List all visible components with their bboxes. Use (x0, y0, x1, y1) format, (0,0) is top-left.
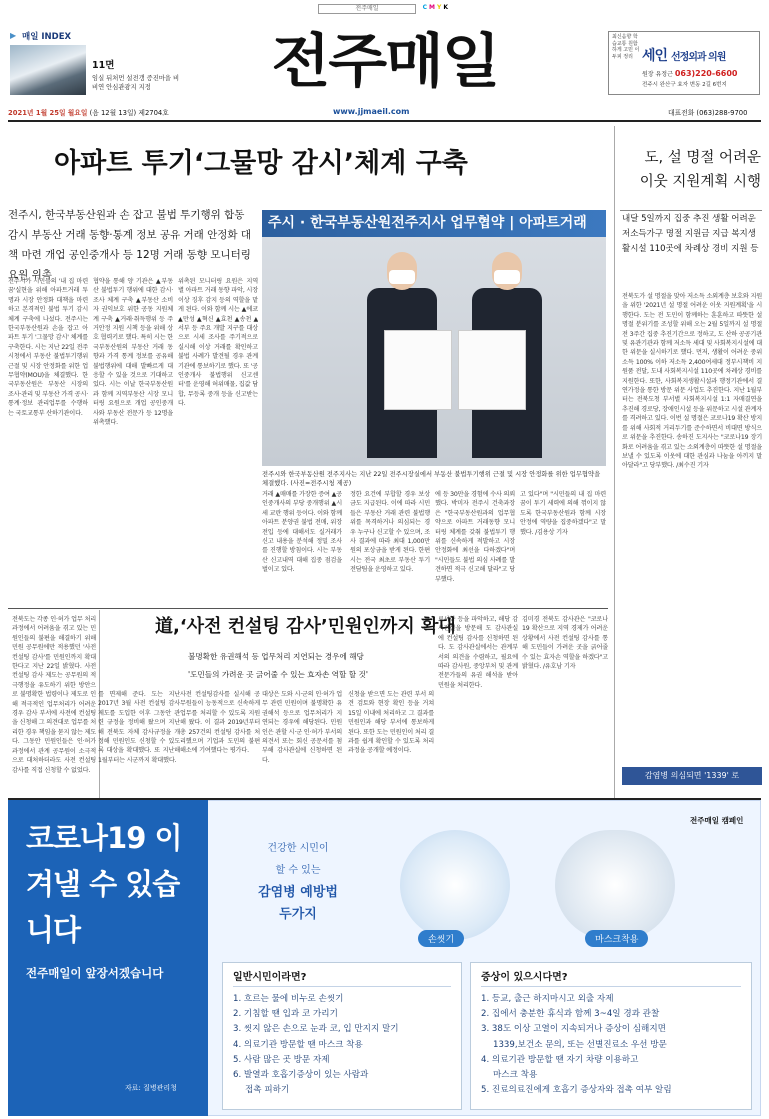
date: 2021년 1월 25일 (8, 109, 66, 117)
main-phone: 대표전화 (063)288-9700 (668, 109, 748, 117)
index-label: 매일 INDEX (22, 32, 72, 42)
clinic-phone: 063)220-6600 (674, 69, 738, 78)
agreement-doc-left (384, 330, 452, 410)
site-url[interactable]: www.jjmaeil.com (333, 107, 410, 116)
clinic-ad-addr: 전주시 완산구 효자 변동 2길 6번지 (642, 82, 727, 88)
lead-col-2: 협약을 통해 양 기관은 ▲부동산 불법투기 행위에 대한 감시·조사 체계 구축 ▲부동산 소비자 권익보호 위한 공동 지원체계 구축 ▲거래·취득행위 등 주거안정 지원 시책 등을 위해 상호 협력키로 했다. 특히 시는 한국부동산원의 부동산 거래 동향과 가격 통계 정보를 공유해 불법행위에 대해 발빠르게 대응할 수 있을 것으로 기대하고 있다. 시는 이날 한국부동산원과 함께 지역부동산 시장 모니터링 요원으로 개업 공인중개사와 부동산 전문가 등 12명을 위촉했다. (93, 278, 173, 427)
citizen-item: 5. 사람 많은 곳 방문 자제 (233, 1054, 330, 1065)
symptom-item: 마스크 착용 (493, 1070, 538, 1081)
issue-number: 제2704호 (138, 109, 169, 117)
citizen-item: 4. 의료기관 방문할 땐 마스크 착용 (233, 1039, 363, 1050)
second-headline[interactable]: 道,‘사전 컨설팅 감사’민원인까지 확대 (155, 616, 456, 637)
symptom-item: 4. 의료기관 방문할 땐 자기 차량 이용하고 (481, 1054, 639, 1065)
cmyk-k: K (443, 4, 448, 11)
index-arrow-icon: ▶ (10, 31, 17, 40)
masthead-rule (8, 120, 761, 122)
symptom-list (470, 962, 752, 1110)
clinic-ad-name (642, 45, 725, 65)
second-col-6: 료사항 등을 파악하고, 해당 감사관실을 방문해 도 감사관실에 컨설팅 감사를 신청하면 된다. 도 감사관실에서는 관계부서의 의견을 수렴하고, 필요에 따라 감사원, 중앙부처 및 관계 전문가들의 유권 해석을 받아 민원을 처리한다. (438, 616, 518, 689)
symptom-item: 5. 진료의료진에게 호흡기 증상자와 접촉 여부 알림 (481, 1085, 672, 1096)
quote-line-1: 건강한 시민이 (267, 843, 329, 854)
lead-col-3: 위촉된 모니터링 요원은 지역별 아파트 거래 동향 파악, 시장 이상 징후 감지 등의 역할을 맡게 된다. 이와 함께 시는 ▲에코 ▲만성 ▲혁신 ▲효천 ▲송천 ▲서부 등 주요 개발 지구를 대상으로 시세 조사를 주기적으로 실시해 이상 거래를 확인하고 불법 사례가 발견될 경우 관계기관에 통보하기로 했다. 또 '공인중개사 불법행위 신고센터'를 운영해 허위매물, 집값 담합, 무등록 중개 등을 신고받는다. (178, 278, 258, 408)
campaign-tagline: 전주매일이 앞장서겠습니다 (26, 966, 164, 980)
dateline (8, 107, 169, 117)
clinic-name-sub: 선정외과 의원 (670, 52, 726, 63)
clinic-doctor: 원장 유정근 (642, 71, 673, 78)
second-col-1: 전북도는 각종 인·허가 업무 처리 과정에서 어려움을 겪고 있는 민원인들의 불편을 해결하기 위해 민원 공무원에만 적용했던 '사전 컨설팅 감사'를 민원인까지 확대한다고 지난 22일 밝혔다. 사전 컨설팅 감사 제도는 공무원의 적극행정을 유도하기 위한 방안으로 불명확한 법령이나 제도로 인해 적극적인 업무처리가 어려운 경우 감사 부서에 사전에 컨설팅을 신청해 그 의견대로 업무를 처리한 경우 책임을 묻지 않는 제도다. 그동안 민원인들은 인·허가 과정에서 관계 공무원이 소극적으로 대처하더라도 사전 컨설팅 감사를 직접 신청할 수 없었다. (12, 616, 96, 774)
second-col-5: 신청을 받으면 도는 관련 부서 의견 검토와 현장 확인 등을 거쳐 15일 이내에 처리하고 그 결과를 민원인과 해당 부서에 통보하게 된다. 또한 도는 민원인이 처리 결과를 쉽게 확인할 수 있도록 처리 과정을 공개할 예정이다. (348, 691, 434, 755)
second-col-7: 김미경 전북도 감사관은 "코로나19 확산으로 지역 경제가 어려운 상황에서 사전 컨설팅 감사를 통해 도민들이 가려운 곳을 긁어줄 수 있는 효자손 역할을 하겠다"고 밝혔다. /유호남 기자 (522, 616, 608, 671)
agreement-doc-right (458, 330, 526, 410)
handwash-pill: 손씻기 (418, 930, 464, 947)
side-body: 전북도가 설 명절을 맞아 저소득 소외계층 보호와 지원을 위한 '2021년 설 명절 어려운 이웃 지원계획'을 시행한다. 도는 전 도민이 함께하는 훈훈하고 따뜻한 설 명절 분위기를 조성할 위해 오는 2월 5일까지 설 명절 전 3주간 집중 추진기간으로 정하고, 도 산하 공공기관 및 유관기관과 함께 저소득 세대 및 사회복지시설에 대한 위문을 실시하기로 했다. 먼저, 생활이 어려운 중위소득 100% 이하 저소득 2,400여세대 정부시책비 지원품 전달, 도내 사회복지시설 110곳에 차례상 경비를 지원한다. 또한, 사회복지생활시설과 행정기관에서 결연가정을 통한 방문 위문 사업도 추진한다. 지난 1월부터는 전북도청 부서별 사회복지시설 1:1 자매결연을 추진해 경로당, 장애인시설 등을 위문하고 시설 관계자를 격려하고 있다. 이번 설 명절은 코로나19 확산 방지를 위해 사회적 거리두기를 준수하면서 비대면 방식으로 위문을 추진한다. 송하진 도지사는 "코로나19 장기화로 어려움을 겪고 있는 소외계층이 따뜻한 설 명절을 보낼 수 있도록 이웃에 대한 관심과 나눔을 아끼지 말아달라"고 당부했다. /최수진 기자 (622, 293, 762, 470)
campaign-1339-tag: 감염병 의심되면 '1339' 로 (622, 767, 762, 785)
clinic-name: 세인 (642, 48, 668, 64)
quote-emphasis-2: 두가지 (279, 907, 317, 922)
campaign-quote (238, 838, 358, 926)
lead-col-4: 거래 ▲매매를 가장한 증여 ▲공인중개사의 부당 중개행위 ▲시세 교란 행위 등이다. 이와 함께 아파트 분양권 불법 전매, 위장 전입 등에 대해서도 실거래가 신고 내용을 분석해 정밀 조사를 진행할 방침이다. 시는 부동산 신고내역 대해 집중 점검을 벌이고 있다. (262, 491, 342, 574)
article-rule (8, 608, 608, 609)
handwash-image (400, 830, 510, 940)
index-photo[interactable] (10, 45, 86, 95)
masthead-logo: 전주매일 (271, 27, 499, 95)
quote-emphasis-1: 감염병 예방법 (258, 885, 338, 900)
lead-col-5: 정한 요건에 부합할 경우 보상금도 지급된다. 이에 따라 시민들은 부동산 거래 관련 불법행위를 목격하거나 의심되는 경우 누구나 신고할 수 있으며, 조사 결과에 따라 최대 1,000만원의 포상금을 받게 된다. 한편 시는 전국 최초로 부동산 투기 전담팀을 운영하고 있다. (350, 491, 430, 574)
citizen-item: 1. 흐르는 물에 비누로 손씻기 (233, 994, 344, 1004)
symptom-item: 3. 38도 이상 고열이 지속되거나 증상이 심해지면 (481, 1024, 666, 1035)
citizen-item: 접촉 피하기 (245, 1085, 290, 1096)
weekday: 월요일 (67, 109, 88, 117)
clinic-ad-tag: 최신음향 학습교통 원함하게 고민 이 두피 정리 (612, 34, 640, 60)
quote-line-2: 할 수 있는 (275, 865, 321, 876)
citizen-item: 6. 발열과 호흡기증상이 있는 사람과 (233, 1070, 369, 1081)
photo-caption: 전주시와 한국부동산원 전주지사는 지난 22일 전주시장실에서 부동산 불법투기행위 근절 및 시장 안정화를 위한 업무협약을 체결했다. (사진=전주시청 제공) (262, 471, 601, 488)
mask-image (555, 830, 675, 940)
lead-col-1: 전주시가 시민들의 '내 집 마련 꿈'실현을 위해 아파트거래 투명과 시장 안정화 대책을 마련하고 본격적인 불법 투기 감시 체계 구축에 나섰다. 전주시는 한국부동산원과 손을 잡고 아파트 투기 '그물망 감시' 체계를 구축한다. 시는 지난 22일 전주시청에서 부동산 불법투기행위 근절 및 시장 안정화를 위한 업무협약(MOU)을 체결했다. 한국부동산원은 부동산 시장의 조사·관리 및 부동산 가격 공시·통계·정보 관리업무를 수행하는 국토교통부 산하기관이다. (8, 278, 88, 417)
cmyk-y: Y (436, 4, 442, 11)
side-headline[interactable]: 도, 설 명절 어려운 이웃 지원계획 시행 (639, 150, 761, 190)
side-rule (620, 210, 762, 211)
column-divider (614, 126, 615, 822)
second-col-4: 대상은 도와 시·군의 인·허가 업무 관련 민원이며 불명확한 유권해석 등으로 업무처리가 지연되는 경우에 해당된다. 민원인은 관할 시·군 인·허가 부서의 의견서 또는 회신 공문서를 첨부해 감사관실에 신청하면 된다. (262, 691, 342, 764)
symptom-item: 1339,보건소 문의, 또는 선별진료소 우선 방문 (493, 1039, 667, 1050)
cmyk-strip (318, 4, 448, 14)
cmyk-m: M (429, 4, 435, 11)
campaign-source: 자료: 질병관리청 (125, 1084, 177, 1092)
cmyk-c: C (422, 4, 427, 11)
citizen-list-title: 일반시민이라면? (233, 972, 307, 983)
symptom-item: 2. 집에서 충분한 휴식과 함께 3~4일 경과 관찰 (481, 1009, 660, 1020)
lunar-date: (음 12월 13일) (89, 109, 137, 117)
lead-headline[interactable]: 아파트 투기‘그물망 감시’체계 구축 (54, 148, 468, 179)
campaign-label: 전주매일 캠페인 (690, 816, 744, 825)
index-page: 11면 (92, 60, 115, 71)
registration-mark: 전주매일 (318, 4, 416, 14)
side-subheadline: 내달 5일까지 집중 추진 생활 어려운 저소득가구 명절 지원금 지급 복지생활시설 110곳에 차례상 경비 지원 등 (622, 214, 759, 254)
citizen-list (222, 962, 462, 1110)
second-subheadlines (188, 648, 368, 684)
lead-photo[interactable] (262, 210, 606, 466)
photo-banner: 주시 · 한국부동산원전주지사 업무협약 | 아파트거래 (262, 210, 606, 237)
lead-col-6: 에 등 30만을 경험에 수사 의뢰했다. 박미자 전주시 건축과장은 "한국부동산원과의 업무협약으로 아파트 거래동향 모니터링 체계를 갖춰 불법투기 행위를 신속하게 적발하고 시장 안정화에 최선을 다하겠다"며 "시민들도 불법 의심 사례를 발견하면 적극 신고해 달라"고 당부했다. (435, 491, 515, 583)
clinic-ad-tel (642, 69, 737, 78)
second-sub-2: '도민들의 가려운 곳 긁어줄 수 있는 효자손 역할 할 것' (188, 670, 368, 679)
index-desc[interactable]: 임실 뒤처먼 설전갱 증진마을 비비연 안심관광지 지정 (92, 75, 180, 92)
symptom-item: 1. 등교, 출근 하지마시고 외출 자제 (481, 994, 614, 1004)
symptom-list-title: 증상이 있으시다면? (481, 972, 568, 983)
second-col-2: 를 면제해 준다. 도는 지난 2017년 3월 사전 컨설팅 감사 제도를 도입한 이후 그동안 관련 규정을 정비해 왔으며 지난해 전북도 자체 감사규정을 개정해 민원인도 신청할 수 있도록 대상을 확대했다. 또 지난해 1월부터는 시군까지 확대했다. (98, 691, 180, 764)
second-col-3: 사전 컨설팅감사를 실시해 공무원들이 능동적으로 신속하게 업무를 처리할 수 있도록 지원해 왔다. 이 결과 2019년부터 총 257건의 컨설팅 감사를 처리했으며 기업과 도민의 불편 해소에 기여했다는 평가다. (180, 691, 260, 755)
citizen-item: 2. 기침할 땐 입과 코 가리기 (233, 1009, 338, 1020)
mask-pill: 마스크착용 (585, 930, 648, 947)
lead-subheadline: 전주시, 한국부동산원과 손 잡고 불법 투기행위 합동 감시 부동산 거래 동향·통계 정보 공유 거래 안정화 대책 마련 개업 공인중개사 등 12명 거래 동향 모니터링 요원 위촉 (8, 209, 252, 281)
lead-col-7: 고 있다"며 "시민들의 내 집 마련 꿈이 투기 세력에 의해 꺾이지 않도록 한국부동산원과 함께 시장 안정에 역량을 집중하겠다"고 말했다. /김용상 기자 (520, 491, 606, 536)
citizen-item: 3. 씻지 않은 손으로 눈과 코, 입 만지지 말기 (233, 1024, 399, 1035)
campaign-slogan: 코로나19 이겨낼 수 있습니다 (26, 821, 182, 947)
second-sub-1: 불명확한 유권해석 등 업무처리 지연되는 경우에 해당 (188, 652, 364, 661)
